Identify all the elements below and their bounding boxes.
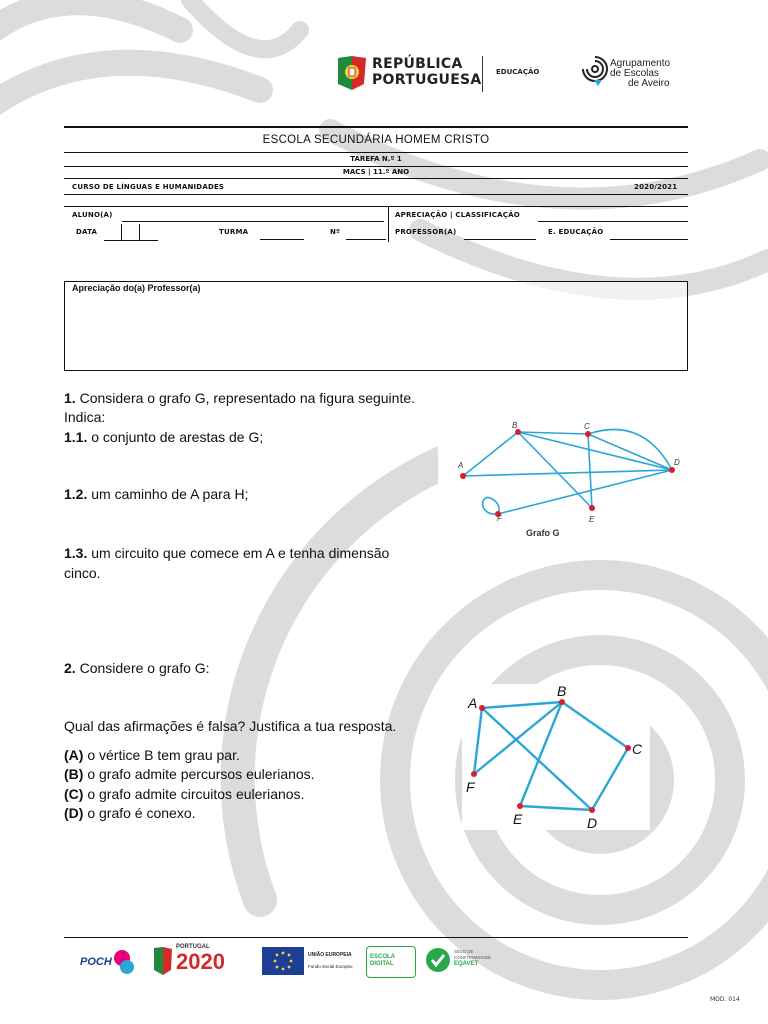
label-d: D bbox=[674, 458, 680, 467]
numero-line[interactable] bbox=[346, 239, 386, 240]
vertex-b bbox=[559, 699, 565, 705]
label-b: B bbox=[557, 684, 567, 699]
vertex-c bbox=[585, 431, 591, 437]
q2-text bbox=[64, 659, 210, 678]
escola-digital-logo bbox=[366, 944, 416, 978]
graph-q2-svg bbox=[462, 684, 650, 830]
q11-num: 1.1. bbox=[64, 429, 88, 445]
q12-statement: um caminho de A para H; bbox=[91, 486, 249, 502]
label-e: E bbox=[589, 515, 595, 524]
escola-digital-label: ESCOLA DIGITAL bbox=[370, 954, 395, 967]
vertex-e bbox=[517, 803, 523, 809]
option-c bbox=[64, 785, 304, 804]
vertex-e bbox=[589, 505, 595, 511]
option-b-key: (B) bbox=[64, 766, 84, 782]
label-b: B bbox=[512, 421, 518, 430]
e-educacao-label: E. EDUCAÇÃO bbox=[548, 228, 604, 236]
q13-text bbox=[64, 544, 389, 563]
turma-label: TURMA bbox=[219, 228, 249, 236]
graph-q2-figure bbox=[462, 684, 650, 830]
selo-label-1: SELO DE bbox=[454, 949, 474, 954]
agrupamento-logo bbox=[582, 54, 702, 94]
edge-a-b bbox=[482, 702, 562, 708]
turma-line[interactable] bbox=[260, 239, 304, 240]
edge-c-e bbox=[588, 434, 592, 508]
uniao-europeia-label: UNIÃO EUROPEIA bbox=[308, 952, 352, 958]
republica-line2: PORTUGUESA bbox=[372, 72, 482, 88]
q1-indica: Indica: bbox=[64, 409, 106, 425]
label-f: F bbox=[497, 514, 502, 523]
rule-2 bbox=[64, 166, 688, 167]
vertex-f bbox=[471, 771, 477, 777]
numero-label: Nº bbox=[330, 228, 341, 236]
q2-num: 2. bbox=[64, 660, 76, 676]
edge-a-b bbox=[463, 432, 518, 476]
option-d-key: (D) bbox=[64, 805, 84, 821]
poch-logo bbox=[80, 944, 136, 978]
option-a-key: (A) bbox=[64, 747, 84, 763]
apreciacao-box[interactable] bbox=[64, 281, 688, 371]
portugal-2020-logo bbox=[152, 944, 248, 978]
q1-num: 1. bbox=[64, 390, 76, 406]
graph-g-caption: Grafo G bbox=[526, 528, 560, 538]
portugal-label: PORTUGAL bbox=[176, 944, 210, 950]
vertex-d bbox=[669, 467, 675, 473]
q13-text-cont: cinco. bbox=[64, 565, 101, 581]
course-label: CURSO DE LÍNGUAS E HUMANIDADES bbox=[72, 183, 225, 191]
agrupamento-swirl-icon bbox=[582, 56, 608, 86]
rule-3 bbox=[64, 178, 688, 179]
option-d bbox=[64, 804, 196, 823]
label-c: C bbox=[584, 422, 590, 431]
portugal-2020-icon bbox=[152, 946, 174, 976]
edge-c-d bbox=[592, 748, 628, 810]
rule-4 bbox=[64, 194, 688, 195]
classificacao-line bbox=[538, 221, 688, 222]
republica-emblem-icon bbox=[334, 54, 370, 92]
label-a: A bbox=[468, 695, 478, 711]
aluno-label: ALUNO(A) bbox=[72, 211, 113, 219]
header-divider bbox=[482, 56, 483, 92]
republica-logo bbox=[334, 54, 482, 94]
q2-question: Qual das afirmações é falsa? Justifica a tua resposta. bbox=[64, 718, 397, 734]
task-label: TAREFA N.º 1 bbox=[350, 155, 402, 163]
label-e: E bbox=[513, 811, 523, 827]
rule-5 bbox=[64, 206, 688, 207]
form-vertical-divider bbox=[388, 206, 389, 242]
eqavet-logo bbox=[426, 944, 506, 978]
professor-line[interactable] bbox=[464, 239, 536, 240]
eqavet-label: EQAVET bbox=[454, 961, 479, 967]
option-c-key: (C) bbox=[64, 786, 84, 802]
school-name: ESCOLA SECUNDÁRIA HOMEM CRISTO bbox=[262, 134, 490, 146]
edge-a-f bbox=[474, 708, 482, 774]
graph-g-figure bbox=[438, 416, 698, 546]
edge-b-e bbox=[518, 432, 592, 508]
footer-rule bbox=[64, 937, 688, 938]
q2-statement: Considere o grafo G: bbox=[79, 660, 210, 676]
agrupamento-line3: de Aveiro bbox=[628, 78, 670, 89]
poch-text: POCH bbox=[80, 956, 112, 968]
vertex-a bbox=[460, 473, 466, 479]
option-b-text: o grafo admite percursos eulerianos. bbox=[87, 766, 315, 782]
vertex-c bbox=[625, 745, 631, 751]
option-b bbox=[64, 765, 315, 784]
edge-d-f bbox=[498, 470, 672, 514]
q11-text bbox=[64, 428, 263, 447]
option-a bbox=[64, 746, 240, 765]
option-c-text: o grafo admite circuitos eulerianos. bbox=[87, 786, 305, 802]
uniao-europeia-logo bbox=[262, 944, 356, 978]
selo-label-2: CONFORMIDADE bbox=[454, 955, 491, 960]
agrupamento-line1: Agrupamento bbox=[610, 58, 671, 69]
aluno-line bbox=[122, 221, 384, 222]
option-d-text: o grafo é conexo. bbox=[87, 805, 196, 821]
q1-text bbox=[64, 389, 415, 408]
graph-g-svg bbox=[438, 416, 698, 546]
q12-num: 1.2. bbox=[64, 486, 88, 502]
q11-statement: o conjunto de arestas de G; bbox=[91, 429, 264, 445]
label-a: A bbox=[458, 461, 464, 470]
e-educacao-line[interactable] bbox=[610, 239, 688, 240]
edge-b-c bbox=[518, 432, 588, 434]
vertex-a bbox=[479, 705, 485, 711]
q13-num: 1.3. bbox=[64, 545, 88, 561]
apreciacao-class-label: APRECIAÇÃO | CLASSIFICAÇÃO bbox=[395, 211, 520, 219]
data-label: DATA bbox=[76, 228, 98, 236]
educacao-label: EDUCAÇÃO bbox=[496, 68, 540, 76]
republica-line1: REPÚBLICA bbox=[372, 56, 463, 72]
vertex-d bbox=[589, 807, 595, 813]
subject-label: MACS | 11.º ANO bbox=[342, 168, 410, 176]
label-c: C bbox=[632, 741, 643, 757]
fundo-social-label: Fundo Social Europeu bbox=[308, 964, 353, 969]
edge-b-e bbox=[520, 702, 562, 806]
option-a-text: o vértice B tem grau par. bbox=[87, 747, 240, 763]
agrupamento-line2: de Escolas bbox=[610, 68, 659, 79]
date-field[interactable] bbox=[104, 224, 158, 241]
checkmark-icon bbox=[426, 948, 450, 972]
form-top-rule bbox=[64, 126, 688, 128]
apreciacao-box-label: Apreciação do(a) Professor(a) bbox=[72, 283, 201, 293]
edge-e-d bbox=[520, 806, 592, 810]
q12-text bbox=[64, 485, 248, 504]
p2020-label: 2020 bbox=[176, 949, 225, 974]
edge-a-d bbox=[463, 470, 672, 476]
rule-1 bbox=[64, 152, 688, 153]
label-f: F bbox=[466, 779, 475, 795]
year-label: 2020/2021 bbox=[634, 183, 678, 191]
edge-b-c bbox=[562, 702, 628, 748]
q13-statement: um circuito que comece em A e tenha dimensão bbox=[91, 545, 390, 561]
professor-label: PROFESSOR(A) bbox=[395, 228, 457, 236]
q1-statement: Considera o grafo G, representado na figura seguinte. bbox=[79, 390, 416, 406]
label-d: D bbox=[587, 815, 598, 830]
eu-flag-icon bbox=[262, 947, 304, 975]
mod-label: MOD. 014 bbox=[710, 996, 740, 1003]
